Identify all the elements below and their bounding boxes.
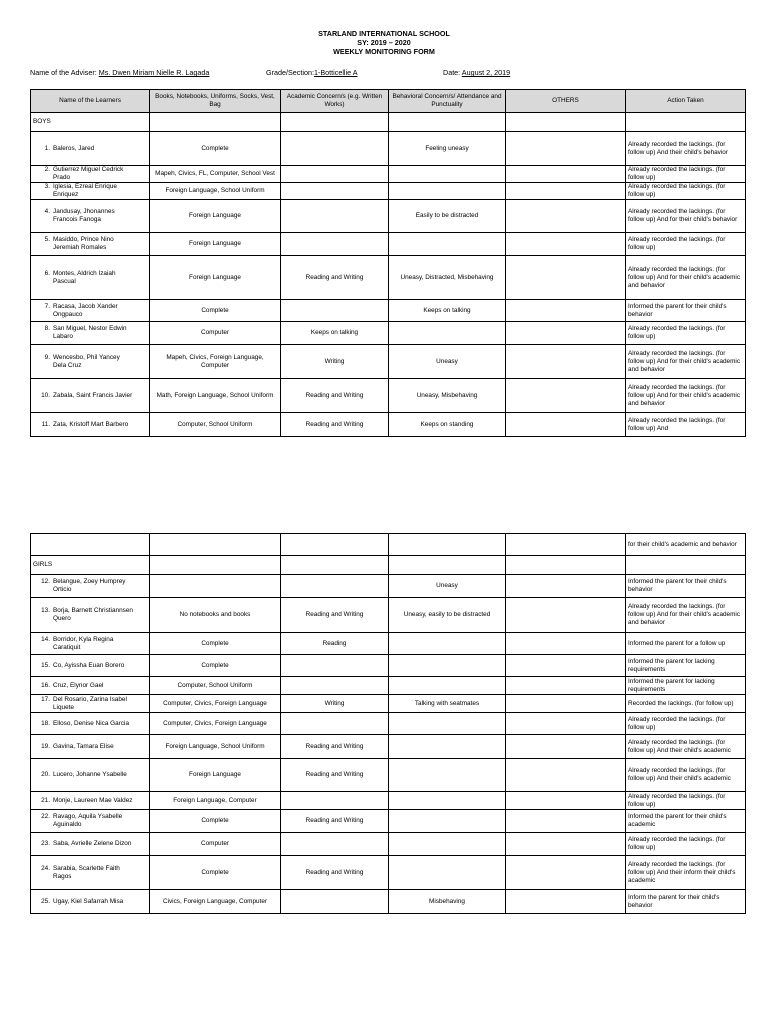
books-cell: Foreign Language [150,256,281,300]
learner-name: Zata, Kristoff Mart Barbero [53,420,129,428]
behavioral-concern-cell [389,856,506,890]
others-cell [506,792,626,810]
books-cell: Civics, Foreign Language, Computer [150,890,281,914]
behavioral-concern-cell [389,810,506,833]
behavioral-concern-cell: Uneasy, Distracted, Misbehaving [389,256,506,300]
grade-label: Grade/Section: [266,68,314,77]
academic-concern-cell: Reading and Writing [281,598,389,633]
learner-name: Belangue, Zoey Humprey Orticio [53,578,126,593]
academic-concern-cell: Keeps on talking [281,322,389,345]
table-row [31,695,746,713]
learner-number: 9. [44,353,50,361]
learner-name: Racasa, Jacob Xander Ongpauco [53,302,118,318]
academic-concern-cell [281,677,389,695]
others-cell [506,856,626,890]
academic-concern-cell [281,792,389,810]
behavioral-concern-cell [389,677,506,695]
academic-concern-cell [281,183,389,200]
others-cell [506,833,626,856]
table-row [31,890,746,914]
others-cell [506,695,626,713]
col-header-behavioral: Behavioral Concern/s/ Attendance and Punctuality [389,90,506,113]
academic-concern-cell: Reading and Writing [281,735,389,759]
action-taken-cell: Already recorded the lackings. (for follow up) And for their child's academic and behavior [626,379,746,413]
learner-number: 8. [44,325,50,332]
section-row-girls [31,556,746,575]
learner-name: Ravago, Aquila Ysabelle Aguinaldo [53,813,123,828]
col-header-academic: Academic Concern/s (e.g. Written Works) [281,90,389,113]
learner-name-cell [31,633,150,655]
learner-name: Borja, Barnett Christiannsen Quero [53,607,133,622]
learner-number: 4. [44,208,50,215]
action-taken-cell: Informed the parent for their child's academic [626,810,746,833]
section-label-girls: GIRLS [31,556,150,575]
books-cell: Foreign Language, School Uniform [150,183,281,200]
action-taken-cell: Already recorded the lackings. (for follow up) [626,713,746,735]
table-row [31,345,746,379]
behavioral-concern-cell [389,735,506,759]
academic-concern-cell: Reading and Writing [281,413,389,437]
learner-number: 20. [41,771,50,778]
action-taken-cell: Already recorded the lackings. (for follow up) And for their child's behavior [626,200,746,233]
others-cell [506,598,626,633]
learner-name: Masiddo, Prince Nino Jeremiah Romales [53,236,114,251]
learner-name: Wencesbo, Phil Yancey Dela Cruz [53,353,120,369]
academic-concern-cell [281,890,389,914]
learner-name: Gutierrez Miguel Cedrick Prado [53,166,124,181]
action-taken-cell: Already recorded the lackings. (for follow up) And [626,413,746,437]
action-taken-cell: Informed the parent for their child's behavior [626,300,746,322]
school-name: STARLAND INTERNATIONAL SCHOOL [318,29,450,38]
learner-name-cell [31,792,150,810]
learner-name-cell [31,345,150,379]
table-header-row [31,90,746,113]
academic-concern-cell: Reading and Writing [281,759,389,792]
action-taken-cell: Already recorded the lackings. (for follow up) And for their child's academic and behavior [626,598,746,633]
action-taken-cell: Already recorded the lackings. (for follow up) And their inform their child's academic [626,856,746,890]
adviser-label: Name of the Adviser: [30,68,97,77]
table-row [31,132,746,166]
continuation-row [31,534,746,556]
learner-name-cell [31,132,150,166]
table-row [31,166,746,183]
table-row [31,233,746,256]
behavioral-concern-cell: Talking with seatmates [389,695,506,713]
academic-concern-cell: Reading and Writing [281,856,389,890]
table-row [31,575,746,598]
table-row [31,810,746,833]
action-taken-cell: Already recorded the lackings. (for follow up) [626,833,746,856]
learner-number: 15. [41,661,50,669]
learner-name-cell [31,575,150,598]
others-cell [506,759,626,792]
behavioral-concern-cell: Easily to be distracted [389,200,506,233]
adviser-value: Ms. Dwen Miriam Nielle R. Lagada [98,68,210,77]
others-cell [506,655,626,677]
books-cell: Complete [150,856,281,890]
behavioral-concern-cell: Uneasy [389,345,506,379]
action-taken-cell: Already recorded the lackings. (for follow up) And for their child's academic and behavior [626,256,746,300]
learner-number: 5. [44,236,50,243]
date-field [443,68,510,77]
academic-concern-cell [281,713,389,735]
action-taken-cell: Already recorded the lackings. (for follow up) And their child's academic [626,735,746,759]
action-taken-cell: Already recorded the lackings. (for follow up) [626,322,746,345]
books-cell [150,575,281,598]
behavioral-concern-cell [389,322,506,345]
grade-section-field [266,68,358,77]
learner-name: San Miguel, Nestor Edwin Labaro [53,325,127,340]
learner-number: 1. [44,144,50,152]
books-cell: Complete [150,132,281,166]
books-cell: Complete [150,810,281,833]
academic-concern-cell: Writing [281,345,389,379]
books-cell: Computer, Civics, Foreign Language [150,695,281,713]
books-cell: Computer [150,322,281,345]
learner-name-cell [31,735,150,759]
learner-name-cell [31,379,150,413]
academic-concern-cell [281,655,389,677]
learner-number: 6. [44,269,50,277]
col-header-action: Action Taken [626,90,746,113]
learner-name-cell [31,890,150,914]
col-header-learners: Name of the Learners [31,90,150,113]
learner-name-cell [31,655,150,677]
continuation-action: for their child's academic and behavior [626,534,746,556]
section-row-boys [31,113,746,132]
learner-name: Iglesia, Ezreal Enrique Enriquez [53,183,117,198]
learner-name-cell [31,759,150,792]
school-year: SY: 2019 – 2020 [357,38,411,47]
academic-concern-cell [281,833,389,856]
academic-concern-cell: Writing [281,695,389,713]
learner-number: 2. [44,166,50,173]
books-cell: Complete [150,655,281,677]
adviser-field [30,68,209,77]
learner-number: 7. [44,302,50,310]
others-cell [506,345,626,379]
learner-name: Gavina, Tamara Elise [53,742,114,750]
table-row [31,598,746,633]
others-cell [506,200,626,233]
learner-number: 10. [41,391,50,399]
learner-number: 3. [44,183,50,190]
action-taken-cell: Informed the parent for their child's behavior [626,575,746,598]
table-row [31,633,746,655]
others-cell [506,890,626,914]
learner-number: 12. [41,578,50,585]
books-cell: No notebooks and books [150,598,281,633]
learner-number: 16. [41,681,50,689]
books-cell: Complete [150,300,281,322]
learner-name-cell [31,200,150,233]
table-row [31,322,746,345]
others-cell [506,322,626,345]
learner-name-cell [31,833,150,856]
behavioral-concern-cell [389,655,506,677]
learner-name-cell [31,233,150,256]
behavioral-concern-cell [389,759,506,792]
others-cell [506,183,626,200]
action-taken-cell: Informed the parent for a follow up [626,633,746,655]
academic-concern-cell: Reading and Writing [281,256,389,300]
others-cell [506,735,626,759]
learner-number: 14. [41,635,50,643]
form-title: WEEKLY MONITORING FORM [333,47,435,56]
behavioral-concern-cell [389,633,506,655]
behavioral-concern-cell: Uneasy, Misbehaving [389,379,506,413]
learner-name: Borridor, Kyla Regina Caratiquit [53,635,114,651]
academic-concern-cell [281,233,389,256]
action-taken-cell: Already recorded the lackings. (for follow up) [626,233,746,256]
behavioral-concern-cell: Misbehaving [389,890,506,914]
learner-number: 25. [41,897,50,905]
learner-name: Ugay, Kiel Safarrah Misa [53,897,124,905]
others-cell [506,677,626,695]
learner-name-cell [31,256,150,300]
learner-number: 22. [41,813,50,820]
section-label-boys: BOYS [31,113,150,132]
learner-name-cell [31,183,150,200]
learner-name-cell [31,856,150,890]
learner-number: 11. [41,420,50,428]
learner-name-cell [31,810,150,833]
books-cell: Foreign Language [150,759,281,792]
books-cell: Foreign Language, School Uniform [150,735,281,759]
monitoring-table-part2 [30,533,746,914]
learner-number: 24. [41,864,50,872]
table-row [31,300,746,322]
date-value: August 2, 2019 [461,68,511,77]
others-cell [506,166,626,183]
books-cell: Foreign Language [150,233,281,256]
behavioral-concern-cell [389,792,506,810]
learner-name-cell [31,677,150,695]
col-header-others: OTHERS [506,90,626,113]
table-row [31,200,746,233]
books-cell: Computer, School Uniform [150,677,281,695]
behavioral-concern-cell [389,713,506,735]
learner-name: Lucero, Johanne Ysabelle [53,771,127,778]
learner-name-cell [31,598,150,633]
learner-name: Co, Ayissha Euan Borero [53,661,125,669]
action-taken-cell: Already recorded the lackings. (for follow up) [626,792,746,810]
action-taken-cell: Recorded the lackings. (for follow up) [626,695,746,713]
books-cell: Math, Foreign Language, School Uniform [150,379,281,413]
academic-concern-cell [281,575,389,598]
learner-number: 18. [41,719,50,727]
behavioral-concern-cell: Keeps on standing [389,413,506,437]
action-taken-cell: Inform the parent for their child's behavior [626,890,746,914]
table-row [31,655,746,677]
table-row [31,677,746,695]
action-taken-cell: Already recorded the lackings. (for follow up) [626,166,746,183]
learner-name-cell [31,695,150,713]
behavioral-concern-cell [389,183,506,200]
books-cell: Foreign Language [150,200,281,233]
books-cell: Mapeh, Civics, Foreign Language, Computer [150,345,281,379]
learner-name: Baleros, Jared [53,144,95,152]
learner-name: Jandusay, Jhonannes Francois Fanoga [53,208,115,223]
action-taken-cell: Already recorded the lackings. (for follow up) And their child's behavior [626,132,746,166]
learner-name: Monje, Laureen Mae Valdez [53,796,133,804]
learner-number: 21. [41,796,50,804]
behavioral-concern-cell: Feeling uneasy [389,132,506,166]
table-row [31,856,746,890]
academic-concern-cell [281,200,389,233]
books-cell: Mapeh, Civics, FL, Computer, School Vest [150,166,281,183]
table-row [31,413,746,437]
others-cell [506,300,626,322]
learner-number: 13. [41,607,50,614]
others-cell [506,713,626,735]
books-cell: Computer [150,833,281,856]
behavioral-concern-cell: Keeps on talking [389,300,506,322]
behavioral-concern-cell: Uneasy [389,575,506,598]
academic-concern-cell [281,166,389,183]
learner-name: Elloso, Denise Nica Garcia [53,719,130,727]
others-cell [506,379,626,413]
others-cell [506,633,626,655]
grade-value: 1-Botticellie A [313,68,358,77]
books-cell: Computer, School Uniform [150,413,281,437]
learner-name-cell [31,413,150,437]
behavioral-concern-cell [389,233,506,256]
table-row [31,256,746,300]
others-cell [506,233,626,256]
behavioral-concern-cell: Uneasy, easily to be distracted [389,598,506,633]
academic-concern-cell [281,300,389,322]
action-taken-cell: Informed the parent for lacking requirements [626,677,746,695]
learner-name: Del Rosario, Zarina Isabel Liquete [53,695,127,711]
learner-name: Zabala, Saint Francis Javier [53,391,133,399]
learner-name: Sarabia, Scarlette Faith Ragos [53,864,120,880]
table-row [31,379,746,413]
others-cell [506,132,626,166]
table-row [31,713,746,735]
learner-name-cell [31,322,150,345]
learner-name: Cruz, Elynor Gael [53,681,104,689]
others-cell [506,810,626,833]
date-label: Date: [443,68,461,77]
action-taken-cell: Already recorded the lackings. (for follow up) And their child's academic [626,759,746,792]
learner-name: Saba, Avrielle Zelene Dizon [53,840,132,847]
table-row [31,792,746,810]
others-cell [506,413,626,437]
academic-concern-cell [281,132,389,166]
col-header-books: Books, Notebooks, Uniforms, Socks, Vest, Bag [150,90,281,113]
learner-number: 23. [41,840,50,847]
learner-name-cell [31,713,150,735]
academic-concern-cell: Reading and Writing [281,810,389,833]
behavioral-concern-cell [389,833,506,856]
action-taken-cell: Informed the parent for lacking requirements [626,655,746,677]
books-cell: Computer, Civics, Foreign Language [150,713,281,735]
books-cell: Foreign Language, Computer [150,792,281,810]
others-cell [506,575,626,598]
behavioral-concern-cell [389,166,506,183]
monitoring-table-part1 [30,89,746,437]
learner-name-cell [31,300,150,322]
learner-number: 17. [41,695,50,703]
action-taken-cell: Already recorded the lackings. (for follow up) And for their child's academic and behavior [626,345,746,379]
table-row [31,183,746,200]
table-row [31,833,746,856]
action-taken-cell: Already recorded the lackings. (for follow up) [626,183,746,200]
learner-number: 19. [41,742,50,750]
academic-concern-cell: Reading and Writing [281,379,389,413]
learner-name-cell [31,166,150,183]
table-row [31,759,746,792]
table-row [31,735,746,759]
academic-concern-cell: Reading [281,633,389,655]
books-cell: Complete [150,633,281,655]
others-cell [506,256,626,300]
learner-name: Montes, Aldrich Izaiah Pascual [53,269,116,285]
